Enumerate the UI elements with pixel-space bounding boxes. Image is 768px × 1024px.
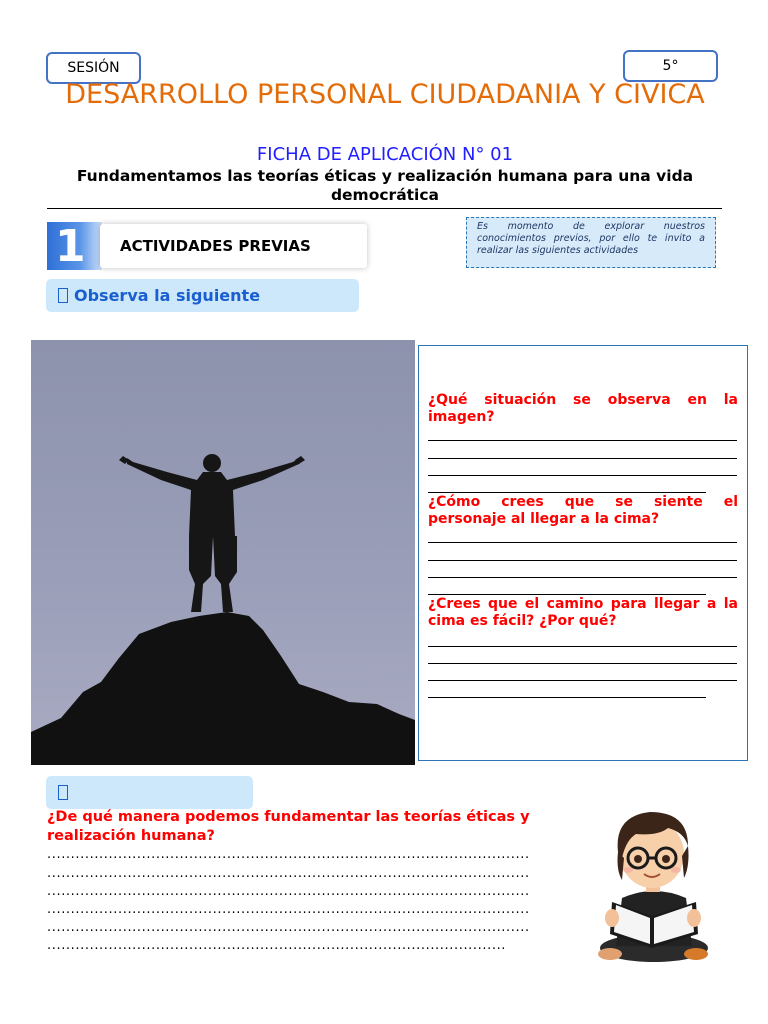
dotted-answer-line[interactable]: ......................................................................................................	[47, 884, 530, 899]
answer-line[interactable]	[428, 663, 737, 664]
page-title: DESARROLLO PERSONAL CIUDADANIA Y CIVICA	[65, 79, 705, 110]
section-number-badge	[47, 222, 102, 270]
answer-line[interactable]	[428, 697, 706, 698]
reading-student-illustration	[592, 806, 714, 966]
answer-line[interactable]	[428, 680, 737, 681]
summit-silhouette-image	[31, 340, 415, 765]
question-2: ¿Cómo crees que se siente el personaje al llegar a la cima?	[428, 494, 738, 527]
section-number: 1	[55, 220, 86, 272]
session-label: SESIÓN	[67, 60, 120, 76]
topic-heading: Fundamentamos las teorías éticas y realización humana para una vida democrática	[76, 167, 694, 204]
section-label: ACTIVIDADES PREVIAS	[120, 237, 311, 255]
instruction-note: Es momento de explorar nuestros conocimientos previos, por ello te invito a realizar las siguientes actividades	[466, 217, 716, 268]
bottom-tag	[46, 776, 253, 809]
square-glyph-icon	[58, 785, 68, 800]
heading-divider	[47, 208, 722, 209]
grade-label: 5°	[662, 58, 679, 74]
dotted-answer-line[interactable]: ......................................................................................................	[47, 847, 530, 862]
observe-label: Observa la siguiente	[74, 286, 261, 305]
answer-line[interactable]	[428, 492, 706, 493]
dotted-answer-line[interactable]: ......................................................................................................	[47, 902, 530, 917]
answer-line[interactable]	[428, 440, 737, 441]
dotted-answer-line[interactable]: ......................................................................................................	[47, 866, 530, 881]
worksheet-subtitle: FICHA DE APLICACIÓN N° 01	[256, 144, 514, 165]
answer-line[interactable]	[428, 577, 737, 578]
dotted-answer-line[interactable]: ......................................................................................................	[47, 920, 530, 935]
answer-line[interactable]	[428, 542, 737, 543]
square-glyph-icon	[58, 288, 68, 303]
observe-tag	[46, 279, 359, 312]
reflection-question: ¿De qué manera podemos fundamentar las teorías éticas y realización humana?	[47, 809, 530, 844]
question-3: ¿Crees que el camino para llegar a la cima es fácil? ¿Por qué?	[428, 596, 738, 629]
answer-line[interactable]	[428, 646, 737, 647]
question-1: ¿Qué situación se observa en la imagen?	[428, 392, 738, 425]
answer-line[interactable]	[428, 560, 737, 561]
dotted-answer-line[interactable]: .................................................................................................	[47, 938, 507, 953]
answer-line[interactable]	[428, 458, 737, 459]
answer-line[interactable]	[428, 594, 706, 595]
section-label-box	[100, 224, 367, 268]
answer-line[interactable]	[428, 475, 737, 476]
